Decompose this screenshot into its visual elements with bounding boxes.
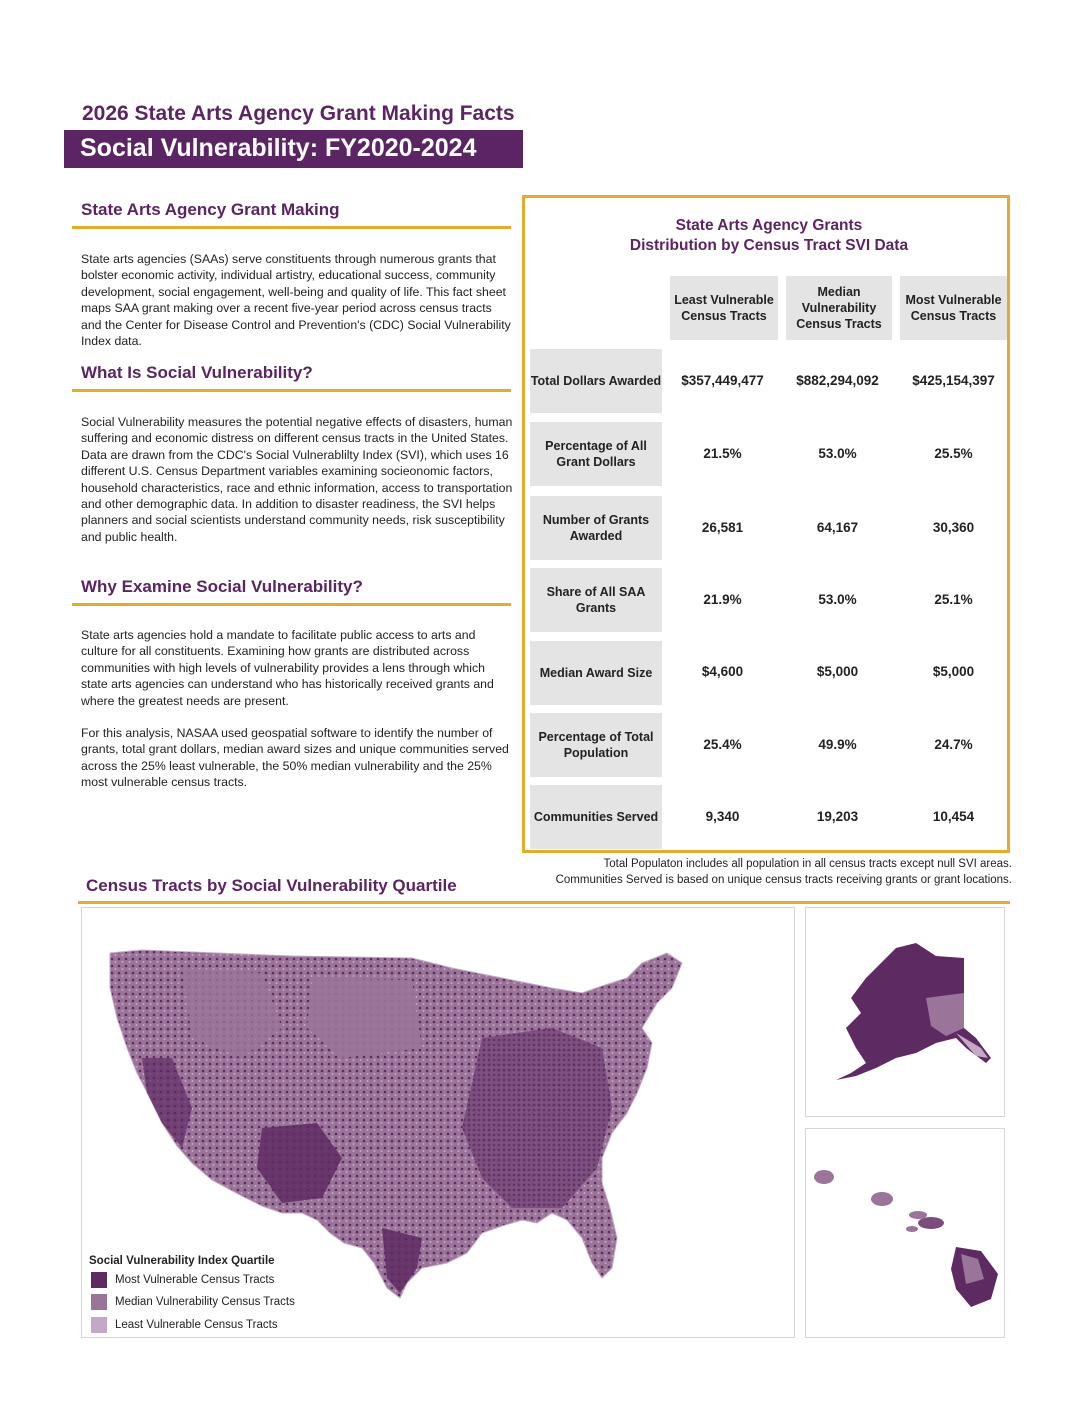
alaska-shape [836,943,991,1080]
table-cell: 53.0% [818,446,857,461]
hawaii-island [918,1217,944,1229]
legend-item-least [91,1317,278,1333]
table-cell: 10,454 [932,809,975,824]
table-cell: 49.9% [818,737,857,752]
table-title-line2: Distribution by Census Tract SVI Data [629,237,909,254]
table-cell: 21.5% [703,446,742,461]
table-cell: $882,294,092 [796,373,879,388]
table-cell: 19,203 [816,809,859,824]
row-header-share-grants: Share of All SAA Grants [530,568,662,632]
legend-swatch [91,1294,107,1310]
table-cell: 25.4% [703,737,742,752]
table-cell: $357,449,477 [681,373,764,388]
section-paragraph: For this analysis, NASAA used geospatial software to identify the number of grants, total grant dollars, median award sizes and unique communities served across the 25% least vulnerable, the 50% median vulnerability and the 25% most vulnerable census tracts. [81,726,509,790]
section-paragraph: State arts agencies (SAAs) serve constituents through numerous grants that bolster economic activity, individual artistry, educational success, community development, social engagement, well-being and quality of life. This fact sheet maps SAA grant making over a recent five-year period across census tracts and the Center for Disease Control and Prevention's (CDC) Social Vulnerability Index data. [81,252,511,349]
hawaii-island [814,1170,834,1184]
alaska-graphic [806,908,1006,1118]
legend-label: Most Vulnerable Census Tracts [115,1274,275,1286]
hawaii-island [871,1192,893,1206]
table-note: Total Populaton includes all population in all census tracts except null SVI areas. [603,858,1012,870]
map-rule [78,901,1010,904]
row-header-median-award: Median Award Size [530,641,662,705]
section-heading-what-is-svi: What Is Social Vulnerability? [81,363,313,382]
table-cell: 25.1% [934,592,973,607]
table-cell: 9,340 [705,809,740,824]
row-header-pct-dollars: Percentage of All Grant Dollars [530,422,662,486]
table-cell: $5,000 [816,664,859,679]
subtitle-text: Social Vulnerability: FY2020-2024 [80,134,477,162]
section-rule [72,603,511,606]
section-paragraph: State arts agencies hold a mandate to facilitate public access to arts and culture for all constituents. Examining how grants are distributed across communities with high levels of vulnerability provides a lens through which state arts agencies can understand who has historically received grants and where the greatest needs are present. [81,628,494,708]
hawaii-graphic [806,1129,1006,1339]
column-header-least: Least Vulnerable Census Tracts [670,276,778,340]
table-cell: 25.5% [934,446,973,461]
legend-label: Least Vulnerable Census Tracts [115,1319,278,1331]
table-cell: 26,581 [701,520,744,535]
table-cell: $425,154,397 [912,373,995,388]
column-header-most: Most Vulnerable Census Tracts [900,276,1007,340]
table-cell: 30,360 [932,520,975,535]
section-rule [72,226,511,229]
legend-item-most [91,1272,274,1288]
legend-title: Social Vulnerability Index Quartile [89,1255,275,1267]
row-header-communities: Communities Served [530,785,662,849]
table-cell: 24.7% [934,737,973,752]
section-rule [72,389,511,392]
legend-swatch [91,1317,107,1333]
section-heading-why-examine: Why Examine Social Vulnerability? [81,577,363,596]
legend-swatch [91,1272,107,1288]
table-title [522,216,1016,256]
legend-label: Median Vulnerability Census Tracts [115,1296,295,1308]
row-header-number-grants: Number of Grants Awarded [530,496,662,560]
map-heading: Census Tracts by Social Vulnerability Quartile [86,876,457,895]
hawaii-island [906,1226,918,1232]
table-cell: 53.0% [818,592,857,607]
table-note: Communities Served is based on unique census tracts receiving grants or grant locations. [555,874,1012,886]
table-title-line1: State Arts Agency Grants [675,217,863,234]
section-paragraph: Social Vulnerability measures the potential negative effects of disasters, human suffering and economic distress on different census tracts in the United States. Data are drawn from the CDC's Social Vulnerablilty Index (SVI), which uses 16 different U.S. Census Department variables examining socieonomic factors, household characteristics, race and ethnic information, access to transportation and other demographic data. In addition to disaster readiness, the SVI helps planners and social scientists understand community needs, risk susceptibility and public health. [81,415,513,544]
legend-item-median [91,1294,295,1310]
alaska-map [805,907,1005,1117]
contiguous-us-map [81,907,795,1338]
row-header-total-dollars: Total Dollars Awarded [530,349,662,413]
table-cell: $5,000 [932,664,975,679]
column-header-median: Median Vulnerability Census Tracts [786,276,892,340]
hawaii-map [805,1128,1005,1338]
document-title: 2026 State Arts Agency Grant Making Facts [82,102,515,125]
row-header-pct-population: Percentage of Total Population [530,713,662,777]
table-cell: 64,167 [816,520,859,535]
section-heading-grant-making: State Arts Agency Grant Making [81,200,340,219]
table-cell: 21.9% [703,592,742,607]
subtitle-banner [64,130,523,168]
hawaii-island [909,1211,927,1219]
table-cell: $4,600 [701,664,744,679]
